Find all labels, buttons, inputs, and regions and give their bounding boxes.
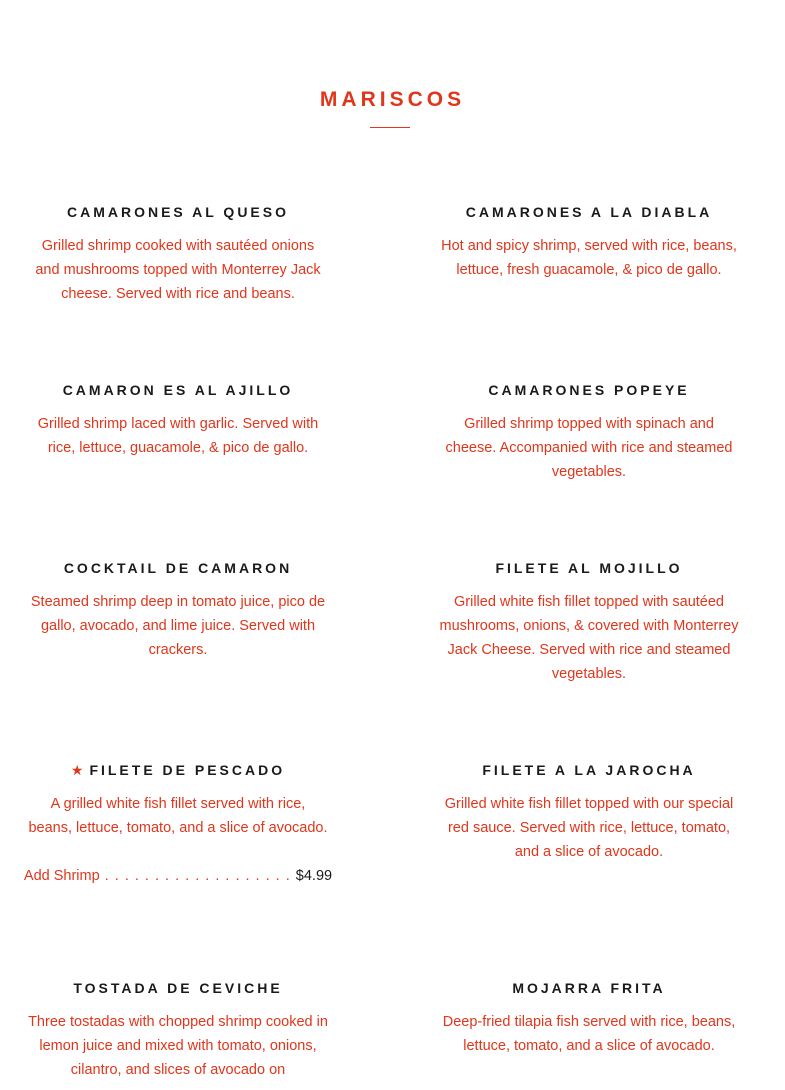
menu-item-camarones-al-queso <box>22 202 334 306</box>
menu-item-cocktail-de-camaron <box>22 558 334 662</box>
menu-item-camarones-popeye <box>433 380 745 484</box>
item-name: CAMARONES POPEYE <box>488 382 690 398</box>
menu-item-tostada-de-ceviche <box>22 978 334 1082</box>
title-divider <box>370 127 410 128</box>
item-name: CAMARONES A LA DIABLA <box>465 204 713 220</box>
item-description: Grilled shrimp topped with spinach and cheese. Accompanied with rice and steamed vegetables. <box>445 416 733 480</box>
menu-item-camaron-es-al-ajillo <box>22 380 334 460</box>
star-icon: ★ <box>70 762 84 778</box>
item-description: Hot and spicy shrimp, served with rice, beans, lettuce, fresh guacamole, & pico de gallo. <box>441 238 737 278</box>
item-name: FILETE A LA JAROCHA <box>482 762 696 778</box>
menu-item-filete-al-mojillo <box>433 558 745 686</box>
item-description: Three tostadas with chopped shrimp cooked in lemon juice and mixed with tomato, onions, cilantro, and slices of avocado on <box>28 1014 328 1078</box>
menu-item-filete-de-pescado <box>22 760 334 888</box>
item-name: COCKTAIL DE CAMARON <box>63 560 293 576</box>
addon-leader-dots: . . . . . . . . . . . . . . . . . . . <box>99 868 296 884</box>
addon-label: Add Shrimp <box>23 868 100 884</box>
item-description: Grilled white fish fillet topped with sautéed mushrooms, onions, & covered with Monterrey Jack Cheese. Served with rice and steamed vegetables. <box>439 594 739 682</box>
item-name-text: FILETE DE PESCADO <box>89 762 286 778</box>
item-description: Grilled white fish fillet topped with our special red sauce. Served with rice, lettuce, tomato, and a slice of avocado. <box>444 796 734 860</box>
item-name: MOJARRA FRITA <box>512 980 666 996</box>
item-description: A grilled white fish fillet served with rice, beans, lettuce, tomato, and a slice of avocado. <box>28 796 328 836</box>
item-description: Deep-fried tilapia fish served with rice, beans, lettuce, tomato, and a slice of avocado. <box>442 1014 736 1054</box>
section-title: MARISCOS <box>319 88 466 111</box>
item-name: CAMARON ES AL AJILLO <box>62 382 294 398</box>
item-description: Grilled shrimp laced with garlic. Served with rice, lettuce, guacamole, & pico de gallo. <box>37 416 319 456</box>
menu-item-camarones-a-la-diabla <box>433 202 745 282</box>
item-name: FILETE AL MOJILLO <box>495 560 683 576</box>
item-name: TOSTADA DE CEVICHE <box>73 980 283 996</box>
item-name: CAMARONES AL QUESO <box>66 204 289 220</box>
item-description: Steamed shrimp deep in tomato juice, pico de gallo, avocado, and lime juice. Served with crackers. <box>30 594 326 658</box>
item-name <box>22 760 334 780</box>
menu-item-mojarra-frita <box>433 978 745 1058</box>
addon-line <box>22 864 334 888</box>
addon-price: $4.99 <box>295 868 333 884</box>
item-description: Grilled shrimp cooked with sautéed onions and mushrooms topped with Monterrey Jack cheese. Served with rice and beans. <box>35 238 321 302</box>
menu-item-filete-a-la-jarocha <box>433 760 745 864</box>
